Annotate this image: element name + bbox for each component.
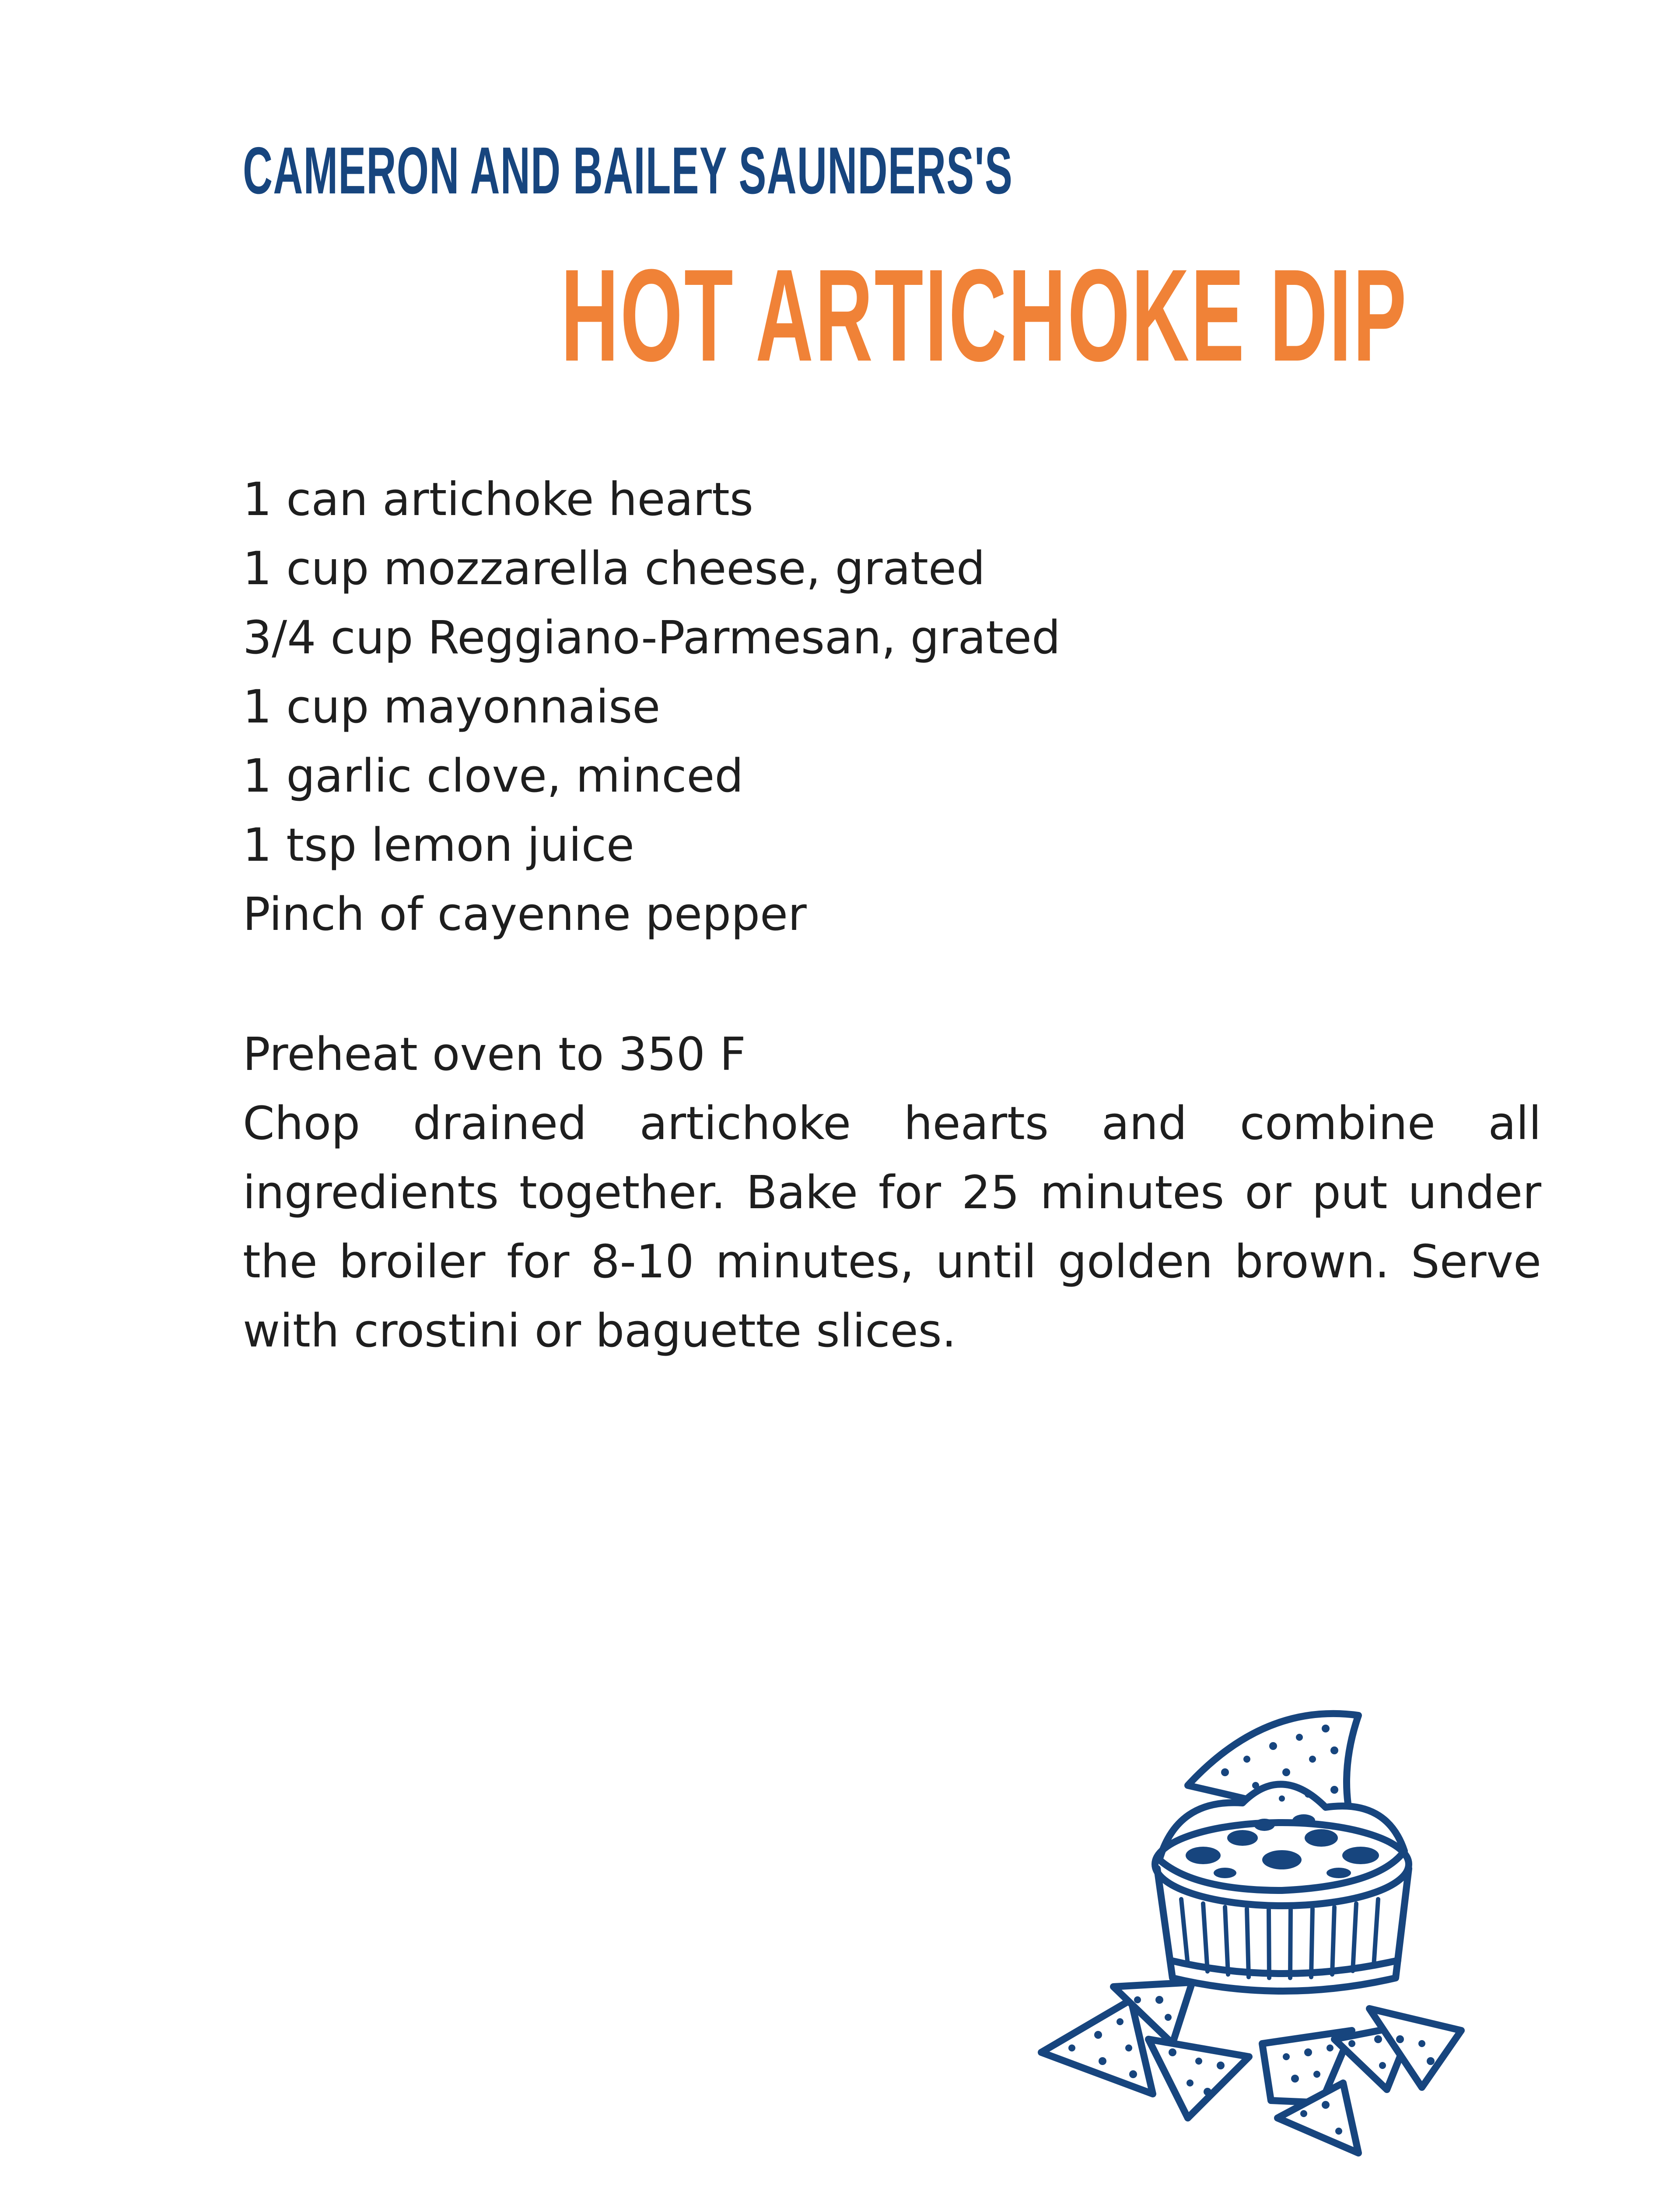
- recipe-author-line: CAMERON AND BAILEY SAUNDERS'S: [243, 133, 1013, 208]
- ingredient-item: 1 can artichoke hearts: [243, 473, 753, 526]
- ingredient-item: 1 tsp lemon juice: [243, 818, 634, 872]
- dip-bowl-with-chips-icon: [1037, 1698, 1470, 2179]
- instructions: [243, 1020, 1541, 1365]
- preheat-step: Preheat oven to 350 F: [243, 1027, 746, 1081]
- method-step: Chop drained artichoke hearts and combine all ingredients together. Bake for 25 minutes or put under the broiler for 8-10 minutes, until golden brown. Serve with crostini or baguette slices.: [243, 1097, 1541, 1357]
- ingredient-item: 1 garlic clove, minced: [243, 749, 744, 803]
- ingredient-item: 3/4 cup Reggiano-Parmesan, grated: [243, 611, 1061, 664]
- recipe-title: HOT ARTICHOKE DIP: [561, 242, 1408, 389]
- ingredient-item: 1 cup mayonnaise: [243, 680, 661, 733]
- ingredients-list: [243, 465, 1555, 949]
- ingredient-item: 1 cup mozzarella cheese, grated: [243, 542, 985, 595]
- ingredient-item: Pinch of cayenne pepper: [243, 887, 807, 941]
